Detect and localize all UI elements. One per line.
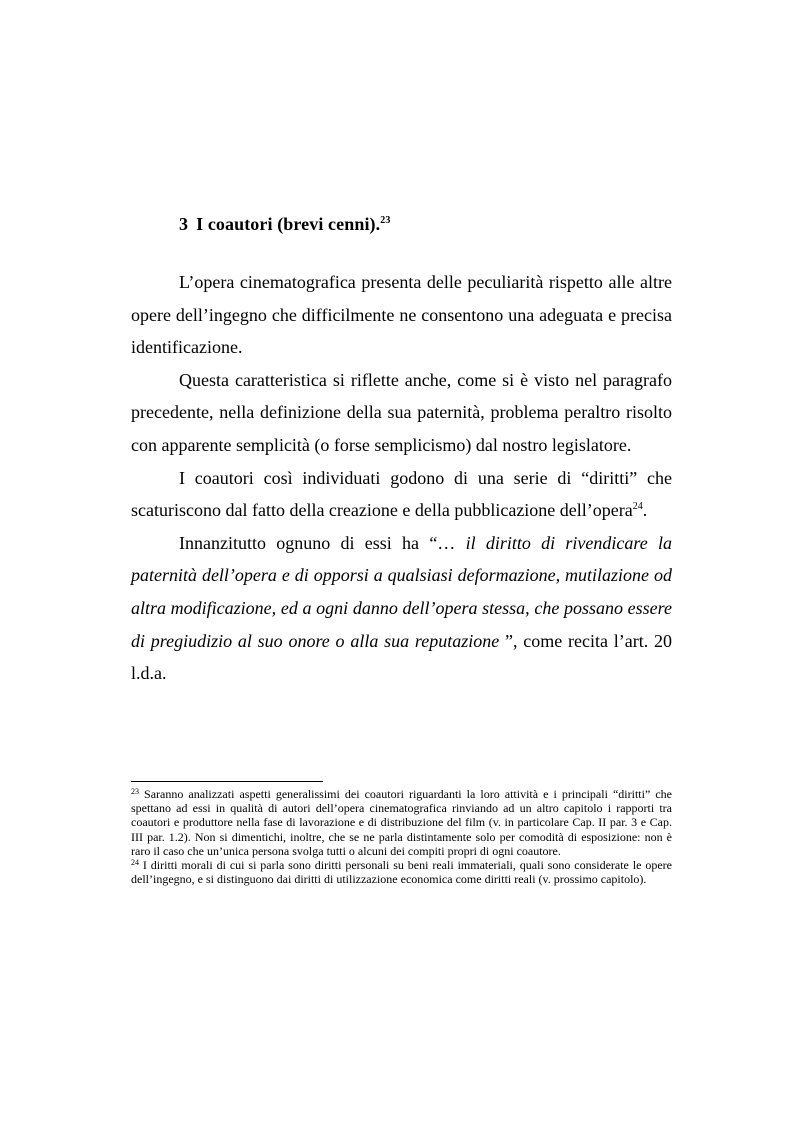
section-number: 3 (179, 214, 189, 234)
paragraph-3-end: . (642, 500, 648, 521)
section-heading (179, 214, 390, 235)
footnote-ref-23[interactable]: 23 (380, 215, 391, 226)
paragraph-2: Questa caratteristica si riflette anche, come si è visto nel paragrafo precedente, nella definizione della sua paternità, problema peraltro risolto con apparente semplicità (o forse semplicismo) dal nostro legislatore. (131, 369, 672, 455)
footnote-text: Saranno analizzati aspetti generalissimi dei coautori riguardanti la loro attività e i principali “diritti” che spettano ad essi in qualità di autori dell’opera cinematografica rinviando ad un altro capitolo i rapporti tra coautori e produttore nella fase di lavorazione e di distribuzione del film (v. in particolare Cap. II par. 3 e Cap. III par. 1.2). Non si dimentichi, inoltre, che se ne parla distintamente solo per comodità di esposizione: non è raro il caso che un’unica persona svolga tutti o alcuni dei compiti propri di ogni coautore. (131, 787, 672, 858)
footnote-number: 23 (131, 787, 139, 796)
quotation-art-20: il diritto di rivendicare la paternità dell’opera e di opporsi a qualsiasi deformazione, mutilazione od altra modificazione, ed a ogni danno dell’opera stessa, che possano essere di pregiudizio al suo onore o alla sua reputazione (131, 532, 672, 651)
footnote-23 (131, 787, 672, 858)
paragraph-4 (131, 527, 672, 690)
paragraph-3 (131, 462, 672, 527)
paragraph-3-text: I coautori così individuati godono di una serie di “diritti” che scaturiscono dal fatto della creazione e della pubblicazione dell’opera (131, 467, 672, 521)
paragraph-4-outro: ”, come recita l’art. 20 l.d.a. (131, 630, 672, 684)
footnote-ref-24[interactable]: 24 (632, 501, 643, 513)
footnotes (131, 787, 672, 886)
paragraph-1: L’opera cinematografica presenta delle peculiarità rispetto alle altre opere dell’ingegno che difficilmente ne consentono una adeguata e precisa identificazione. (131, 272, 672, 358)
footnote-24 (131, 858, 672, 886)
footnote-number: 24 (131, 858, 139, 868)
footnote-text: I diritti morali di cui si parla sono diritti personali su beni reali immateriali, quali sono considerate le opere dell’ingegno, e si distinguono dai diritti di utilizzazione economica come diritti reali (v. prossimo capitolo). (131, 858, 672, 887)
section-title: I coautori (brevi cenni). (196, 214, 381, 234)
body-text (131, 266, 672, 690)
paragraph-4-intro: Innanzitutto ognuno di essi ha “… (179, 532, 466, 553)
footnote-separator (131, 781, 323, 782)
